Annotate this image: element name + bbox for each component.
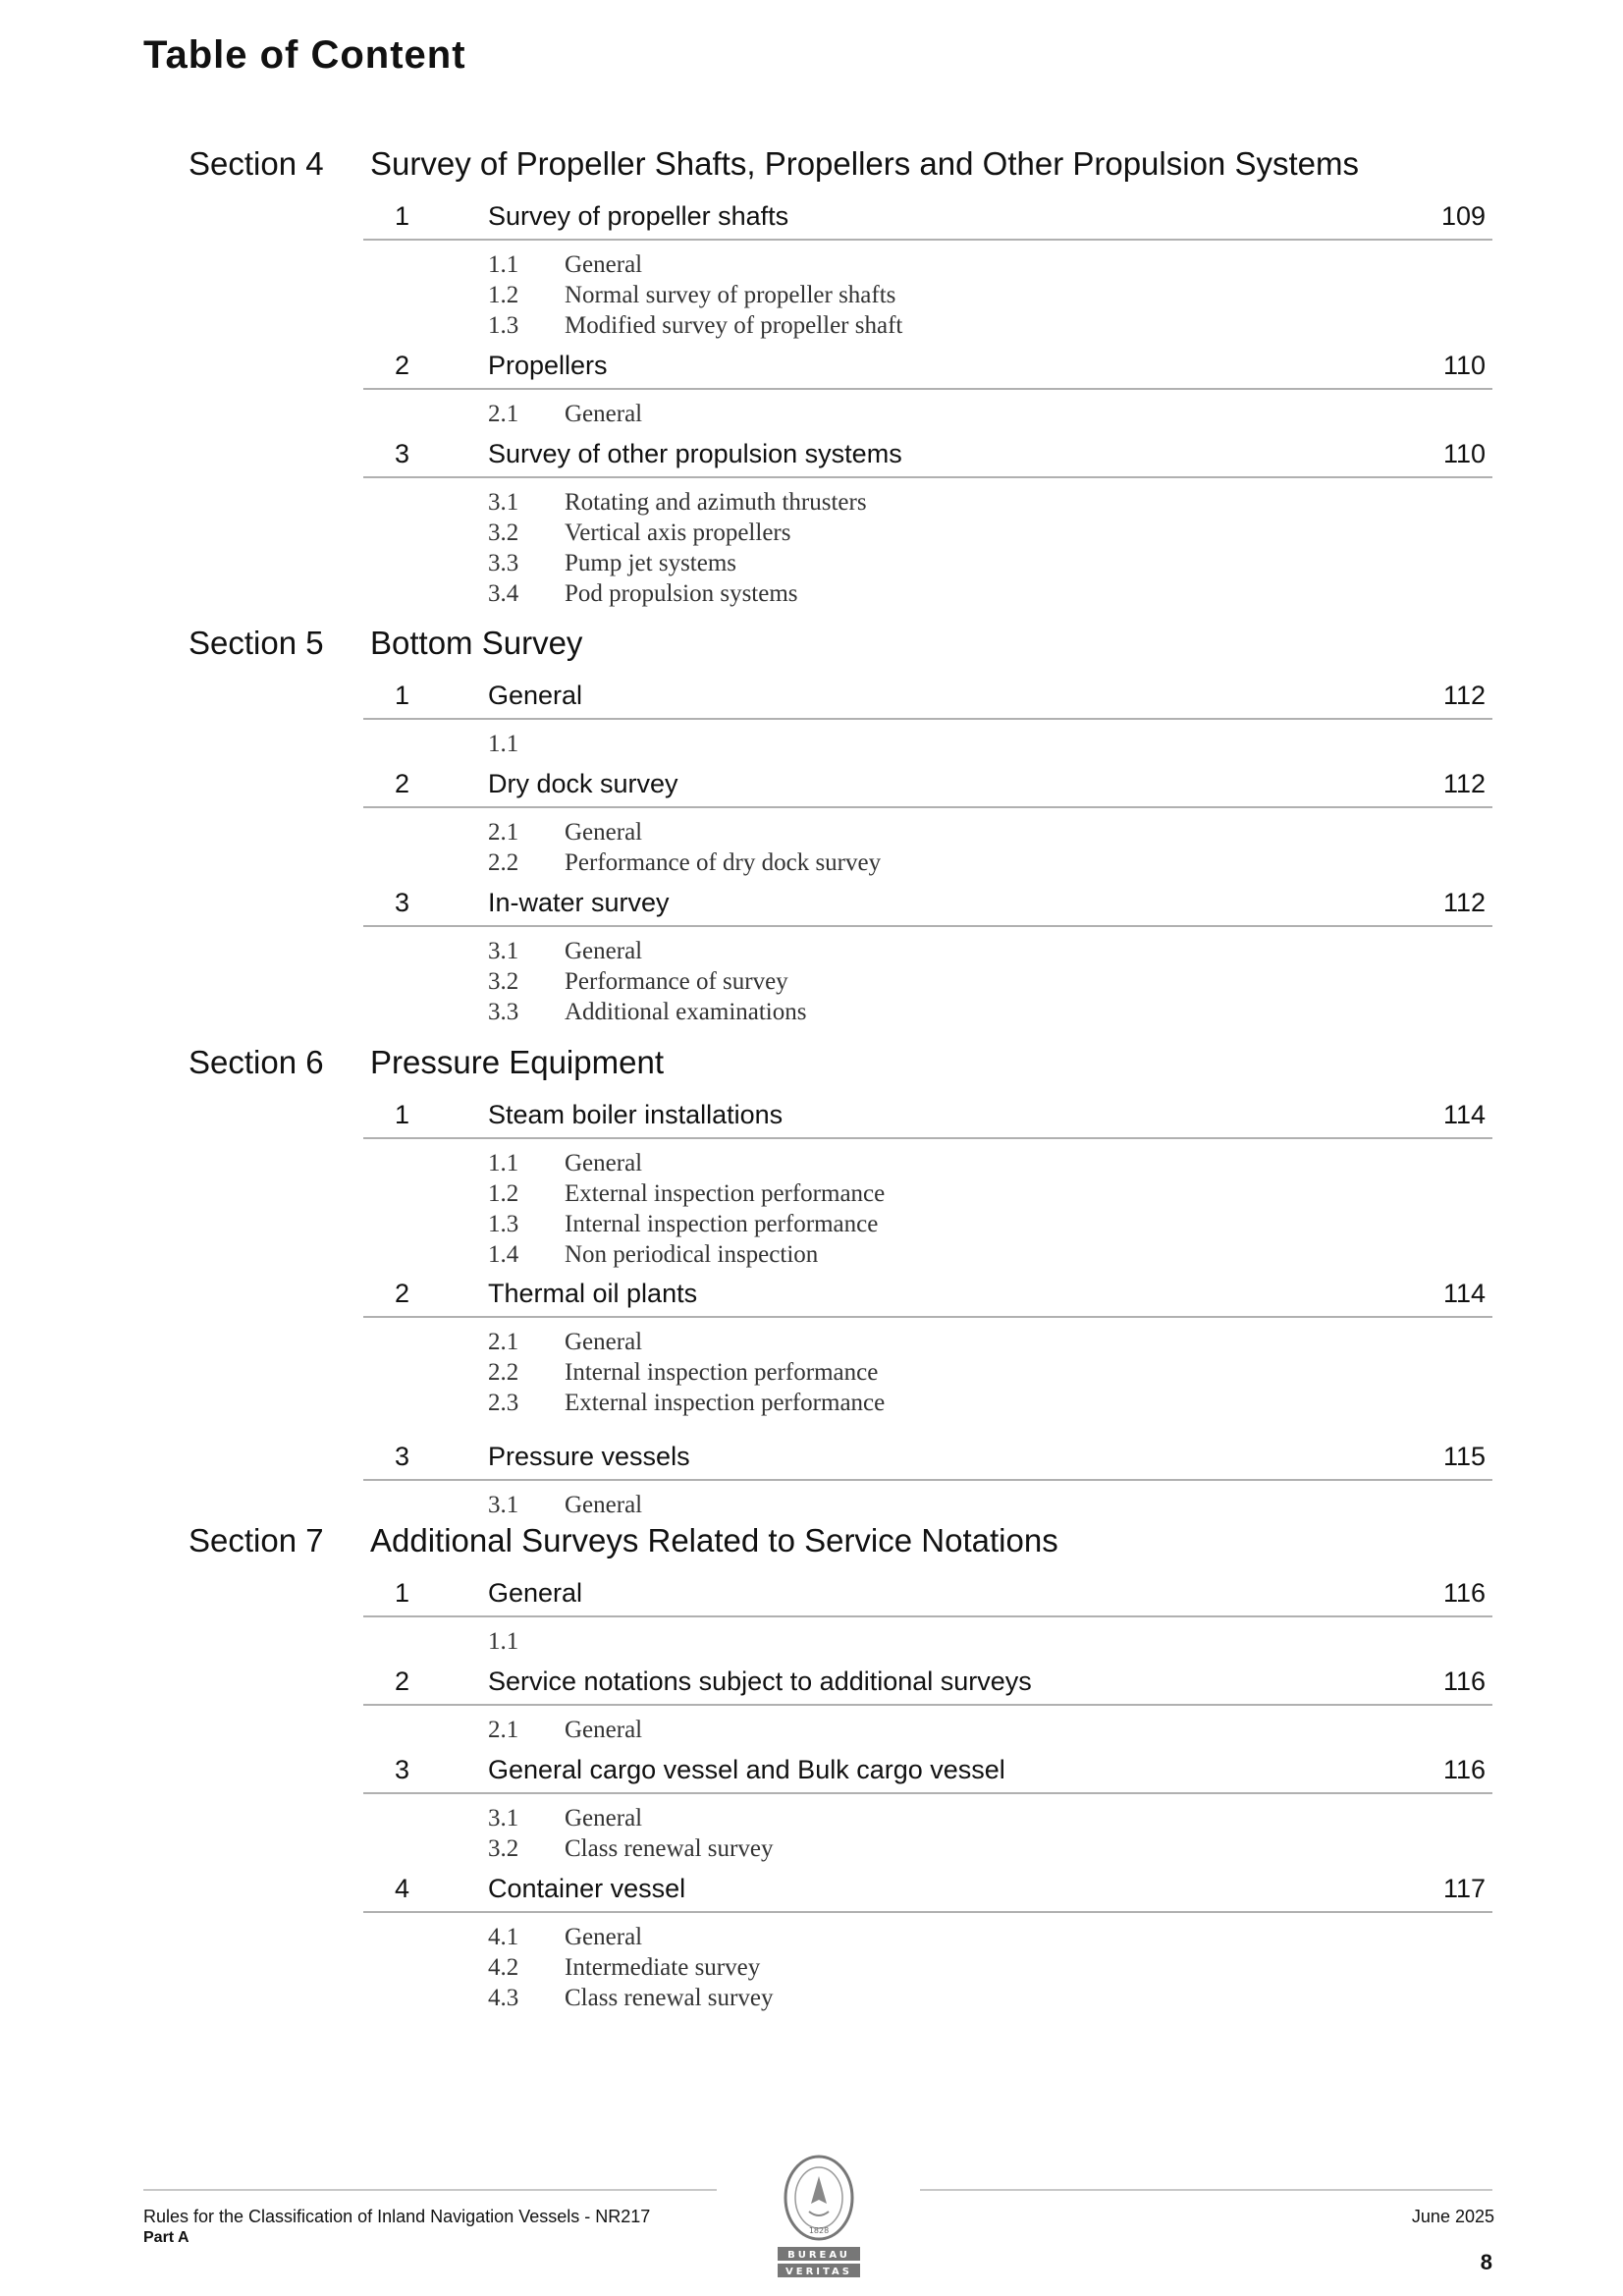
subsection-number: 2.1: [488, 1329, 519, 1355]
chapter-number: 2: [395, 769, 410, 798]
subsection-number: 3.2: [488, 1835, 519, 1862]
subsection-number: 1.3: [488, 312, 519, 339]
chapter-number: 1: [395, 201, 410, 231]
subsection-title: Internal inspection performance: [565, 1359, 879, 1386]
subsection-number: 3.4: [488, 580, 519, 607]
subsection-title: Internal inspection performance: [565, 1211, 879, 1237]
chapter-page-number: 109: [1440, 201, 1486, 231]
chapter-number: 1: [395, 681, 410, 710]
chapter-title[interactable]: General cargo vessel and Bulk cargo vessel: [488, 1755, 1005, 1784]
subsection-number: 1.4: [488, 1241, 519, 1268]
chapter-divider: [363, 1911, 1492, 1913]
page-title: Table of Content: [143, 33, 466, 77]
subsection-title: Rotating and azimuth thrusters: [565, 489, 867, 516]
subsection-title: General: [565, 401, 643, 427]
chapter-title[interactable]: Dry dock survey: [488, 769, 678, 798]
subsection-number: 1.2: [488, 282, 519, 308]
subsection-title: Intermediate survey: [565, 1954, 761, 1981]
chapter-page-number: 114: [1442, 1100, 1486, 1129]
section-label: Section 5: [189, 625, 324, 661]
section-title: Pressure Equipment: [370, 1044, 664, 1080]
subsection-number: 4.3: [488, 1985, 519, 2011]
subsection-number: 3.1: [488, 1492, 519, 1518]
subsection-title: General: [565, 1805, 643, 1831]
subsection-title: Performance of dry dock survey: [565, 849, 882, 876]
footer-part: Part A: [143, 2229, 189, 2246]
chapter-title[interactable]: Survey of propeller shafts: [488, 201, 789, 231]
chapter-number: 2: [395, 1279, 410, 1308]
chapter-title[interactable]: Steam boiler installations: [488, 1100, 784, 1129]
chapter-number: 2: [395, 351, 410, 380]
chapter-number: 3: [395, 888, 410, 917]
subsection-title: Modified survey of propeller shaft: [565, 312, 903, 339]
chapter-page-number: 112: [1442, 888, 1486, 917]
subsection-number: 2.1: [488, 819, 519, 846]
chapter-divider: [363, 1792, 1492, 1794]
chapter-title[interactable]: Container vessel: [488, 1874, 686, 1903]
subsection-title: General: [565, 1492, 643, 1518]
chapter-divider: [363, 1137, 1492, 1139]
chapter-divider: [363, 239, 1492, 241]
subsection-title: General: [565, 1329, 643, 1355]
subsection-title: Performance of survey: [565, 968, 788, 995]
section-title: Additional Surveys Related to Service Notations: [370, 1522, 1058, 1558]
logo-word-1: BUREAU: [787, 2250, 850, 2261]
subsection-title: General: [565, 1717, 643, 1743]
chapter-page-number: 114: [1442, 1279, 1486, 1308]
chapter-page-number: 112: [1442, 681, 1486, 710]
bureau-veritas-logo: [770, 2155, 868, 2282]
subsection-number: 3.1: [488, 1805, 519, 1831]
subsection-title: Pod propulsion systems: [565, 580, 798, 607]
chapter-divider: [363, 388, 1492, 390]
section-title: Bottom Survey: [370, 625, 583, 661]
subsection-number: 3.2: [488, 519, 519, 546]
subsection-number: 1.2: [488, 1180, 519, 1207]
chapter-number: 2: [395, 1667, 410, 1696]
chapter-number: 3: [395, 1755, 410, 1784]
subsection-number: 3.3: [488, 999, 519, 1025]
chapter-page-number: 112: [1442, 769, 1486, 798]
chapter-title[interactable]: Pressure vessels: [488, 1442, 690, 1471]
section-label: Section 4: [189, 145, 324, 182]
subsection-number: 2.2: [488, 1359, 519, 1386]
subsection-title: Class renewal survey: [565, 1985, 774, 2011]
chapter-divider: [363, 718, 1492, 720]
subsection-title: Class renewal survey: [565, 1835, 774, 1862]
subsection-number: 3.1: [488, 489, 519, 516]
chapter-number: 1: [395, 1100, 410, 1129]
subsection-number: 4.2: [488, 1954, 519, 1981]
chapter-page-number: 116: [1442, 1755, 1486, 1784]
chapter-divider: [363, 925, 1492, 927]
subsection-title: General: [565, 819, 643, 846]
subsection-title: Pump jet systems: [565, 550, 737, 576]
subsection-number: 2.1: [488, 1717, 519, 1743]
chapter-number: 4: [395, 1874, 410, 1903]
section-title: Survey of Propeller Shafts, Propellers and Other Propulsion Systems: [370, 145, 1359, 182]
chapter-title[interactable]: General: [488, 1578, 583, 1608]
chapter-title[interactable]: Survey of other propulsion systems: [488, 439, 902, 468]
chapter-page-number: 116: [1442, 1667, 1486, 1696]
subsection-number: 1.1: [488, 1628, 519, 1655]
subsection-title: General: [565, 251, 643, 278]
chapter-title[interactable]: General: [488, 681, 583, 710]
chapter-page-number: 116: [1442, 1578, 1486, 1608]
subsection-number: 2.1: [488, 401, 519, 427]
subsection-title: General: [565, 938, 643, 964]
subsection-number: 1.1: [488, 251, 519, 278]
logo-year: 1828: [808, 2226, 830, 2235]
section-label: Section 7: [189, 1522, 324, 1558]
section-label: Section 6: [189, 1044, 324, 1080]
logo-word-2: VERITAS: [785, 2267, 852, 2277]
subsection-number: 3.2: [488, 968, 519, 995]
chapter-number: 3: [395, 1442, 410, 1471]
footer-divider-right: [920, 2189, 1492, 2191]
chapter-divider: [363, 806, 1492, 808]
subsection-title: Additional examinations: [565, 999, 807, 1025]
footer-document-title: Rules for the Classification of Inland Navigation Vessels - NR217: [143, 2207, 651, 2226]
chapter-divider: [363, 1615, 1492, 1617]
subsection-number: 4.1: [488, 1924, 519, 1950]
subsection-number: 3.3: [488, 550, 519, 576]
chapter-number: 1: [395, 1578, 410, 1608]
subsection-title: Non periodical inspection: [565, 1241, 819, 1268]
subsection-number: 2.2: [488, 849, 519, 876]
chapter-divider: [363, 1479, 1492, 1481]
subsection-number: 1.1: [488, 731, 519, 757]
subsection-title: Vertical axis propellers: [565, 519, 791, 546]
chapter-number: 3: [395, 439, 410, 468]
subsection-title: Normal survey of propeller shafts: [565, 282, 896, 308]
subsection-number: 1.1: [488, 1150, 519, 1176]
chapter-title[interactable]: Propellers: [488, 351, 608, 380]
chapter-title[interactable]: Service notations subject to additional surveys: [488, 1667, 1032, 1696]
chapter-divider: [363, 476, 1492, 478]
subsection-title: General: [565, 1924, 643, 1950]
subsection-title: General: [565, 1150, 643, 1176]
chapter-page-number: 115: [1442, 1442, 1486, 1471]
footer-divider-left: [143, 2189, 717, 2191]
chapter-divider: [363, 1316, 1492, 1318]
footer-date: June 2025: [1411, 2207, 1494, 2226]
page-number: 8: [1480, 2250, 1492, 2274]
chapter-page-number: 110: [1442, 439, 1486, 468]
chapter-page-number: 110: [1442, 351, 1486, 380]
subsection-title: External inspection performance: [565, 1180, 886, 1207]
subsection-number: 1.3: [488, 1211, 519, 1237]
chapter-divider: [363, 1704, 1492, 1706]
subsection-title: External inspection performance: [565, 1390, 886, 1416]
subsection-number: 2.3: [488, 1390, 519, 1416]
subsection-number: 3.1: [488, 938, 519, 964]
chapter-page-number: 117: [1442, 1874, 1486, 1903]
chapter-title[interactable]: Thermal oil plants: [488, 1279, 698, 1308]
chapter-title[interactable]: In-water survey: [488, 888, 670, 917]
